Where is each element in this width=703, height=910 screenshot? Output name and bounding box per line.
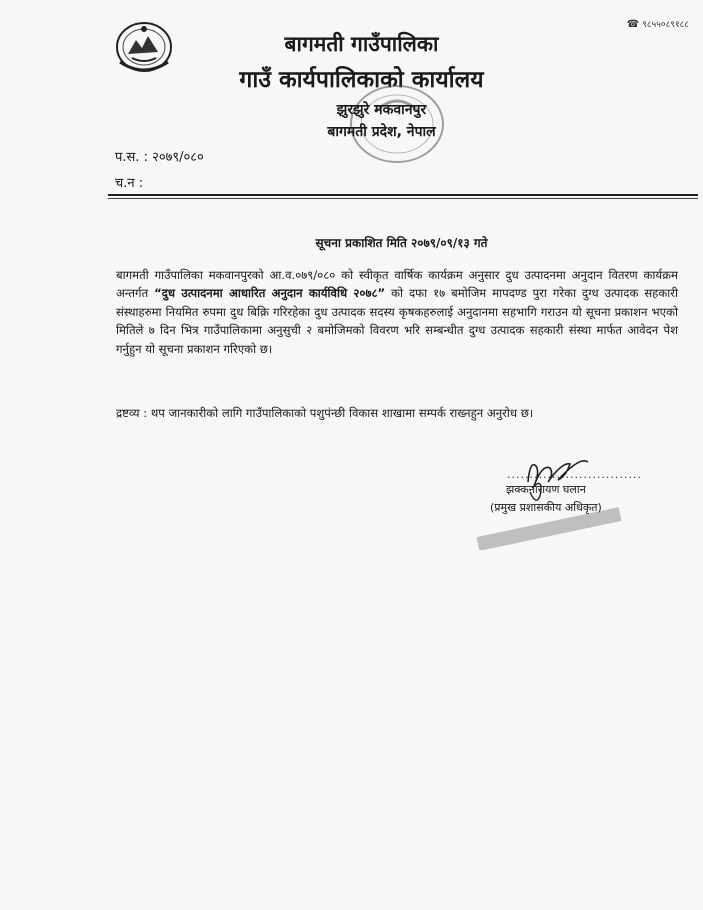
- notice-body: [116, 266, 678, 358]
- body-text-1: बागमती गाउँपालिका मकवानपुरको आ.व.०७९/०८० को स्वीकृत वार्षिक कार्यक्रम अनुसार दुध उत्पादनमा अनुदान वितरण कार्यक्रम अन्तर्गत: [116, 268, 678, 301]
- body-text-bold: “दुध उत्पादनमा आधारित अनुदान कार्यविधि २०७८”: [154, 286, 386, 301]
- header-divider-thin: [108, 198, 698, 199]
- ref-label: प.स. :: [115, 150, 148, 165]
- rubber-stamp-icon: [474, 500, 624, 550]
- body-text-2: को दफा १७ बमोजिम मापदण्ड पुरा गरेका दुग्ध उत्पादक सहकारी संस्थाहरुमा नियमित रुपमा दुध बिक्रि गरिरहेका दुध उत्पादक सदस्य कृषकहरुलाई अनुदानमा सहभागि गराउन यो सूचना प्रकाशन भएको मितिले ७ दिन भित्र गाउँपालिकामा अनुसुची २ बमोजिमको विवरण भरि सम्बन्धीत दुग्ध उत्पादक सहकारी संस्था मार्फत आवेदन पेश गर्नुहुन यो सूचना प्रकाशन गरिएको छ।: [116, 286, 678, 356]
- reference-number: [115, 147, 204, 165]
- signer-name: झक्कनारायण घलान: [506, 483, 586, 496]
- phone-number: ☎ ९८५५०८९१८८: [626, 19, 689, 30]
- ref-value: २०७९/०८०: [152, 150, 204, 165]
- signer-title: (प्रमुख प्रशासकीय अधिकृत): [490, 501, 602, 514]
- org-name: बागमती गाउँपालिका: [284, 32, 439, 56]
- dispatch-label: च.न :: [115, 176, 144, 191]
- address-line-2: बागमती प्रदेश, नेपाल: [327, 124, 436, 140]
- dispatch-number: [115, 173, 143, 191]
- header-divider: [108, 194, 698, 196]
- office-name: गाउँ कार्यपालिकाको कार्यालय: [239, 67, 484, 93]
- phone-icon: ☎: [626, 19, 640, 30]
- address-line-1: झुरझुरे मकवानपुर: [336, 102, 427, 118]
- signature-line: ..............................: [507, 468, 642, 481]
- notice-note: द्रष्टव्य : थप जानकारीको लागि गाउँपालिकाको पशुपंन्छी विकास शाखामा सम्पर्क राख्नहुन अनुरोध छ।: [116, 406, 534, 420]
- notice-title: सूचना प्रकाशित मिति २०७९/०९/१३ गते: [315, 236, 488, 250]
